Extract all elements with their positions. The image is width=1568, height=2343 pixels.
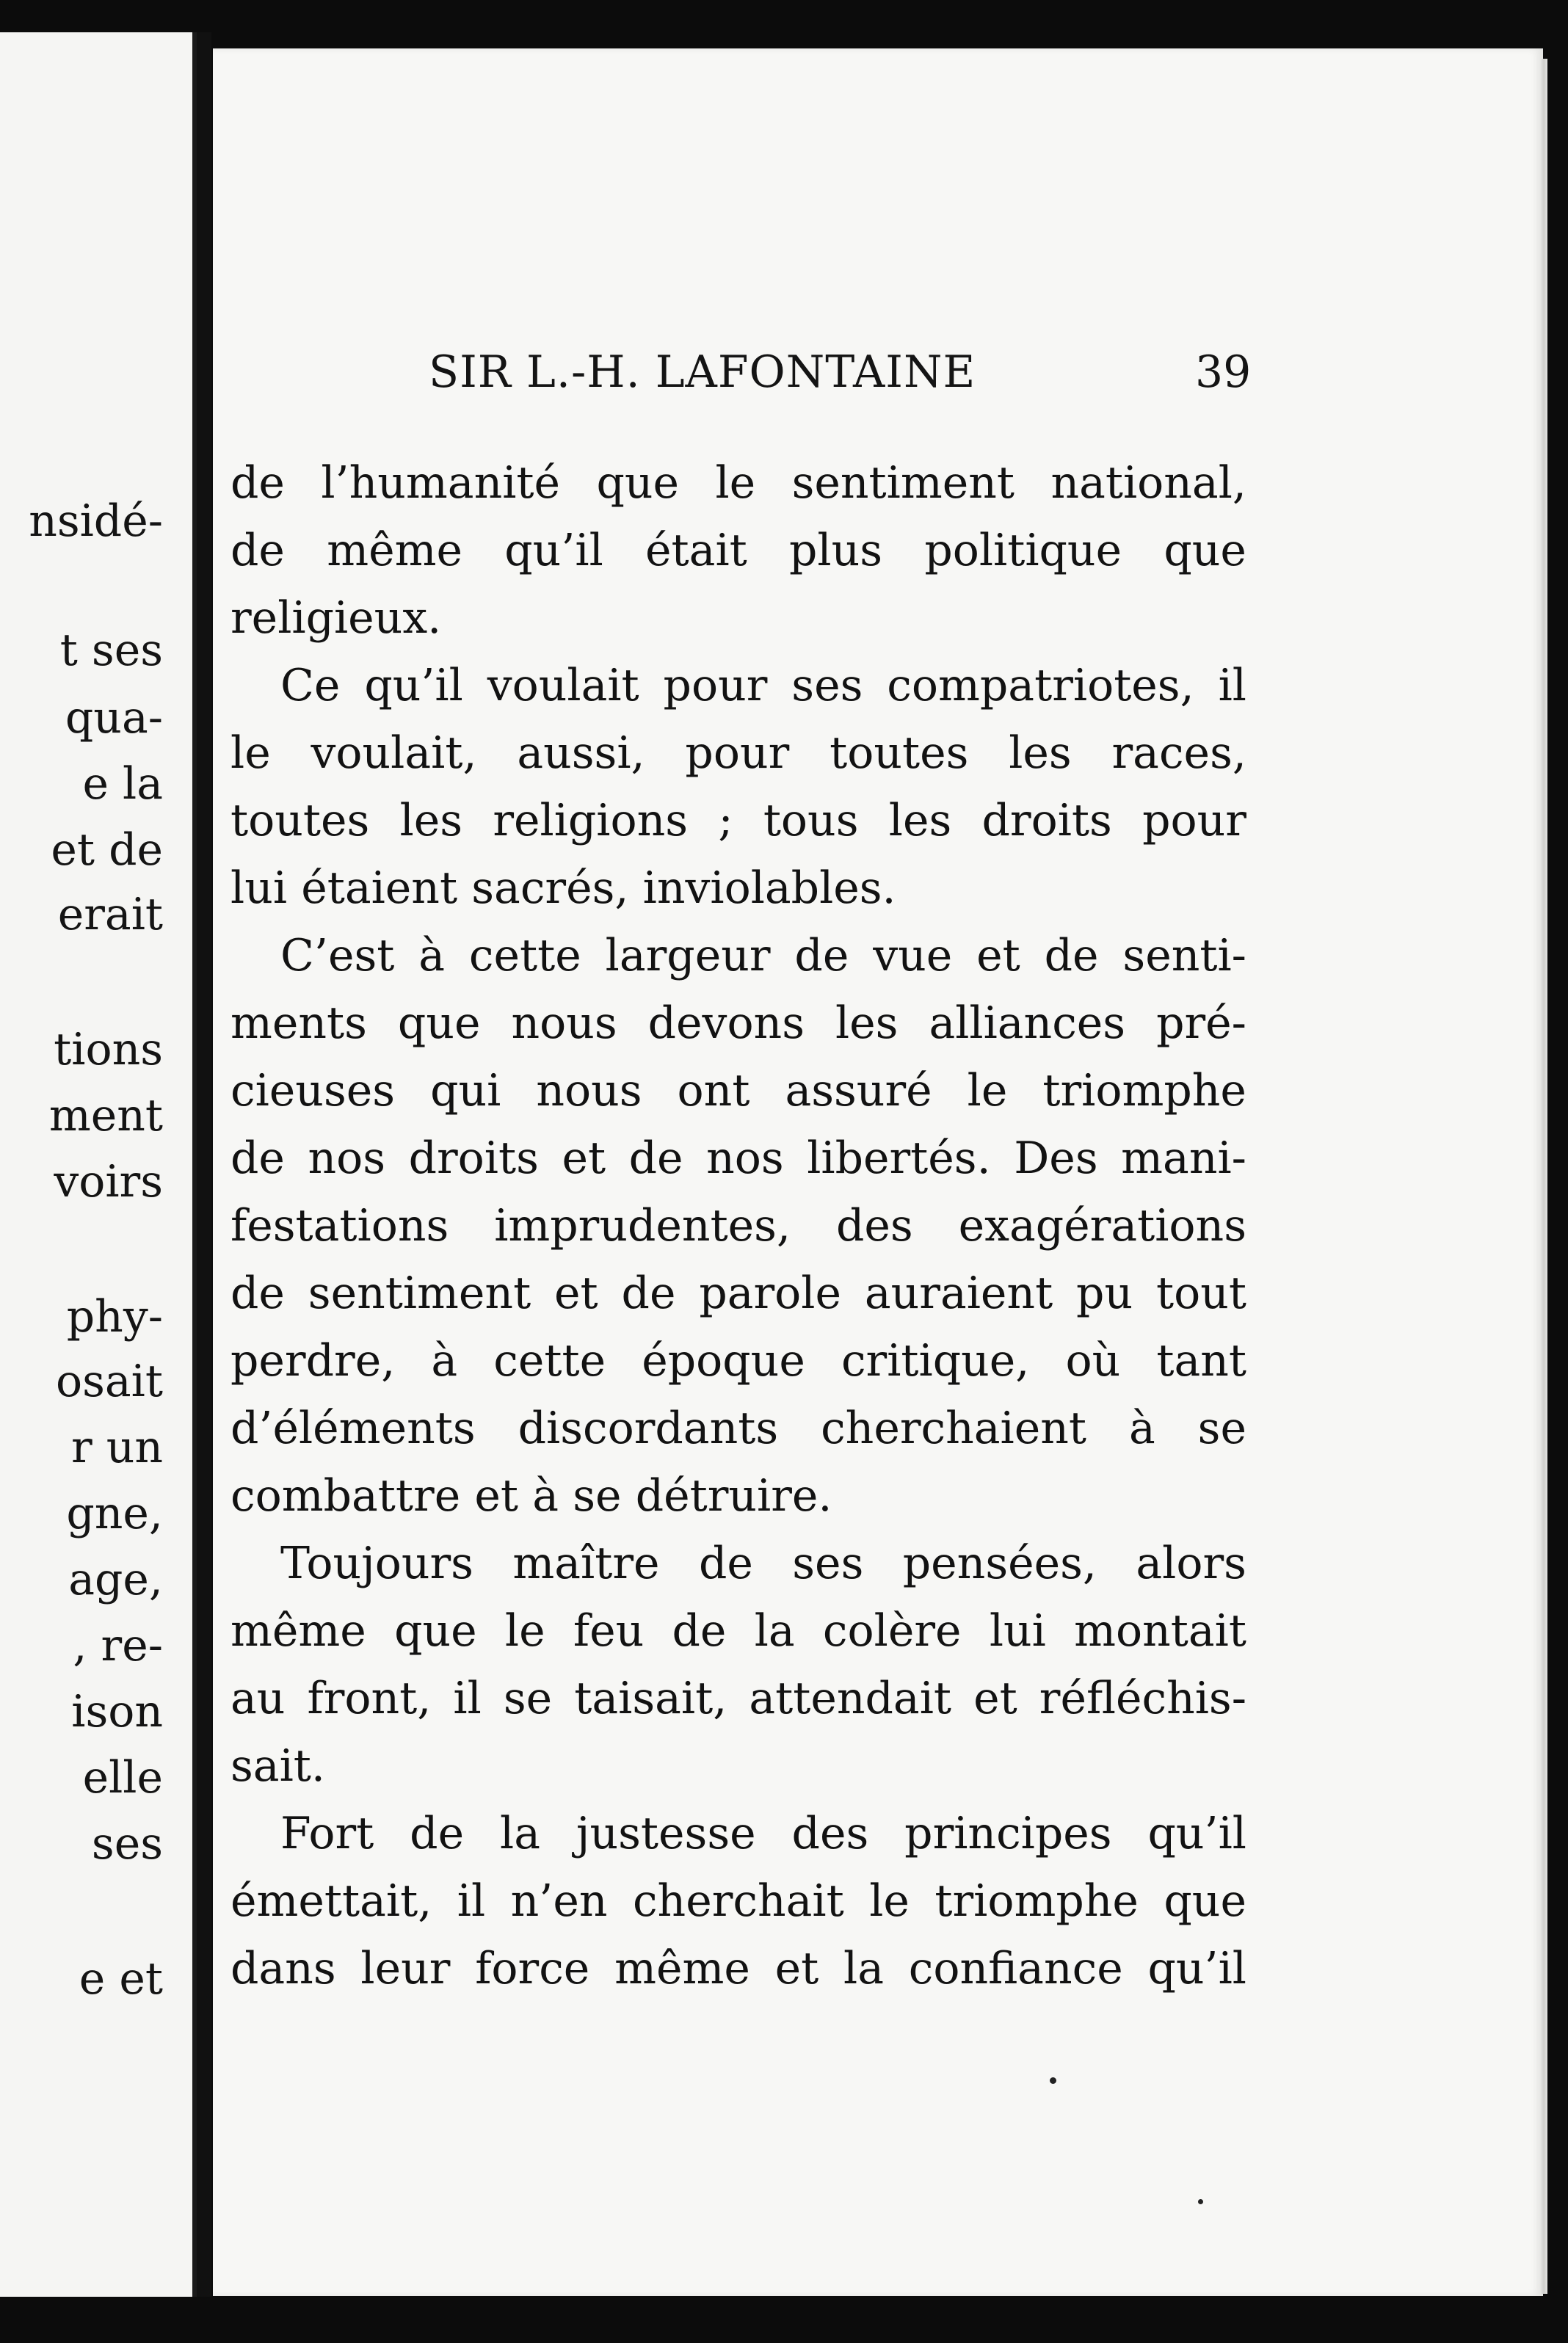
left-page-fragment: t ses [59,625,163,676]
text-line: combattre et à se détruire. [231,1470,832,1522]
text-line: lui étaient sacrés, inviolables. [231,862,896,914]
page-number: 39 [1195,346,1252,398]
left-page-fragment: et de [51,824,163,876]
left-page-fragment: ment [48,1090,163,1141]
book-gutter [197,32,211,2297]
text-line: toutes les religions ; tous les droits pour [231,795,1246,846]
text-line: le voulait, aussi, pour toutes les races, [231,727,1246,779]
previous-page [0,32,197,2297]
left-page-fragment: age, [68,1554,163,1605]
left-page-fragment: erait [57,889,163,940]
text-line: même que le feu de la colère lui montait [231,1605,1246,1657]
text-line: Fort de la justesse des principes qu’il [280,1808,1246,1859]
text-line: ments que nous devons les alliances pré- [231,998,1246,1049]
left-page-fragment: e et [79,1953,163,2005]
ink-speck [1050,2077,1056,2084]
left-page-fragment: e la [82,758,163,810]
text-line: Toujours maître de ses pensées, alors [280,1538,1246,1589]
text-line: d’éléments discordants cherchaient à se [231,1403,1246,1454]
left-page-fragment: osait [56,1356,163,1407]
text-line: émettait, il n’en cherchait le triomphe que [231,1875,1246,1927]
text-line: de l’humanité que le sentiment national, [231,457,1246,509]
text-line: cieuses qui nous ont assuré le triomphe [231,1065,1246,1116]
text-line: dans leur force même et la confiance qu’il [231,1943,1246,1994]
ink-speck [1198,2199,1203,2204]
left-page-fragment: , re- [73,1620,163,1671]
left-page-fragment: voirs [54,1156,163,1207]
text-line: au front, il se taisait, attendait et réfléchis- [231,1673,1246,1724]
text-line: de nos droits et de nos libertés. Des mani- [231,1133,1246,1184]
running-title: SIR L.-H. LAFONTAINE [429,346,976,398]
text-line: perdre, à cette époque critique, où tant [231,1335,1246,1387]
left-page-fragment: gne, [66,1488,163,1539]
left-page-fragment: ses [91,1818,163,1870]
text-line: de même qu’il était plus politique que [231,525,1246,576]
left-page-fragment: r un [70,1422,163,1473]
left-page-fragment: nsidé- [29,495,163,547]
text-line: de sentiment et de parole auraient pu tout [231,1268,1246,1319]
left-page-fragment: phy- [66,1291,163,1343]
left-page-fragment: tions [54,1024,163,1075]
text-line: C’est à cette largeur de vue et de senti- [280,930,1246,981]
text-line: religieux. [231,592,442,644]
left-page-fragment: elle [82,1752,163,1803]
page-edge [1540,59,1547,2294]
text-line: festations imprudentes, des exagérations [231,1200,1246,1252]
text-line: sait. [231,1740,325,1792]
text-line: Ce qu’il voulait pour ses compatriotes, il [280,660,1246,711]
left-page-fragment: ison [71,1686,163,1737]
left-page-fragment: qua- [65,692,163,744]
